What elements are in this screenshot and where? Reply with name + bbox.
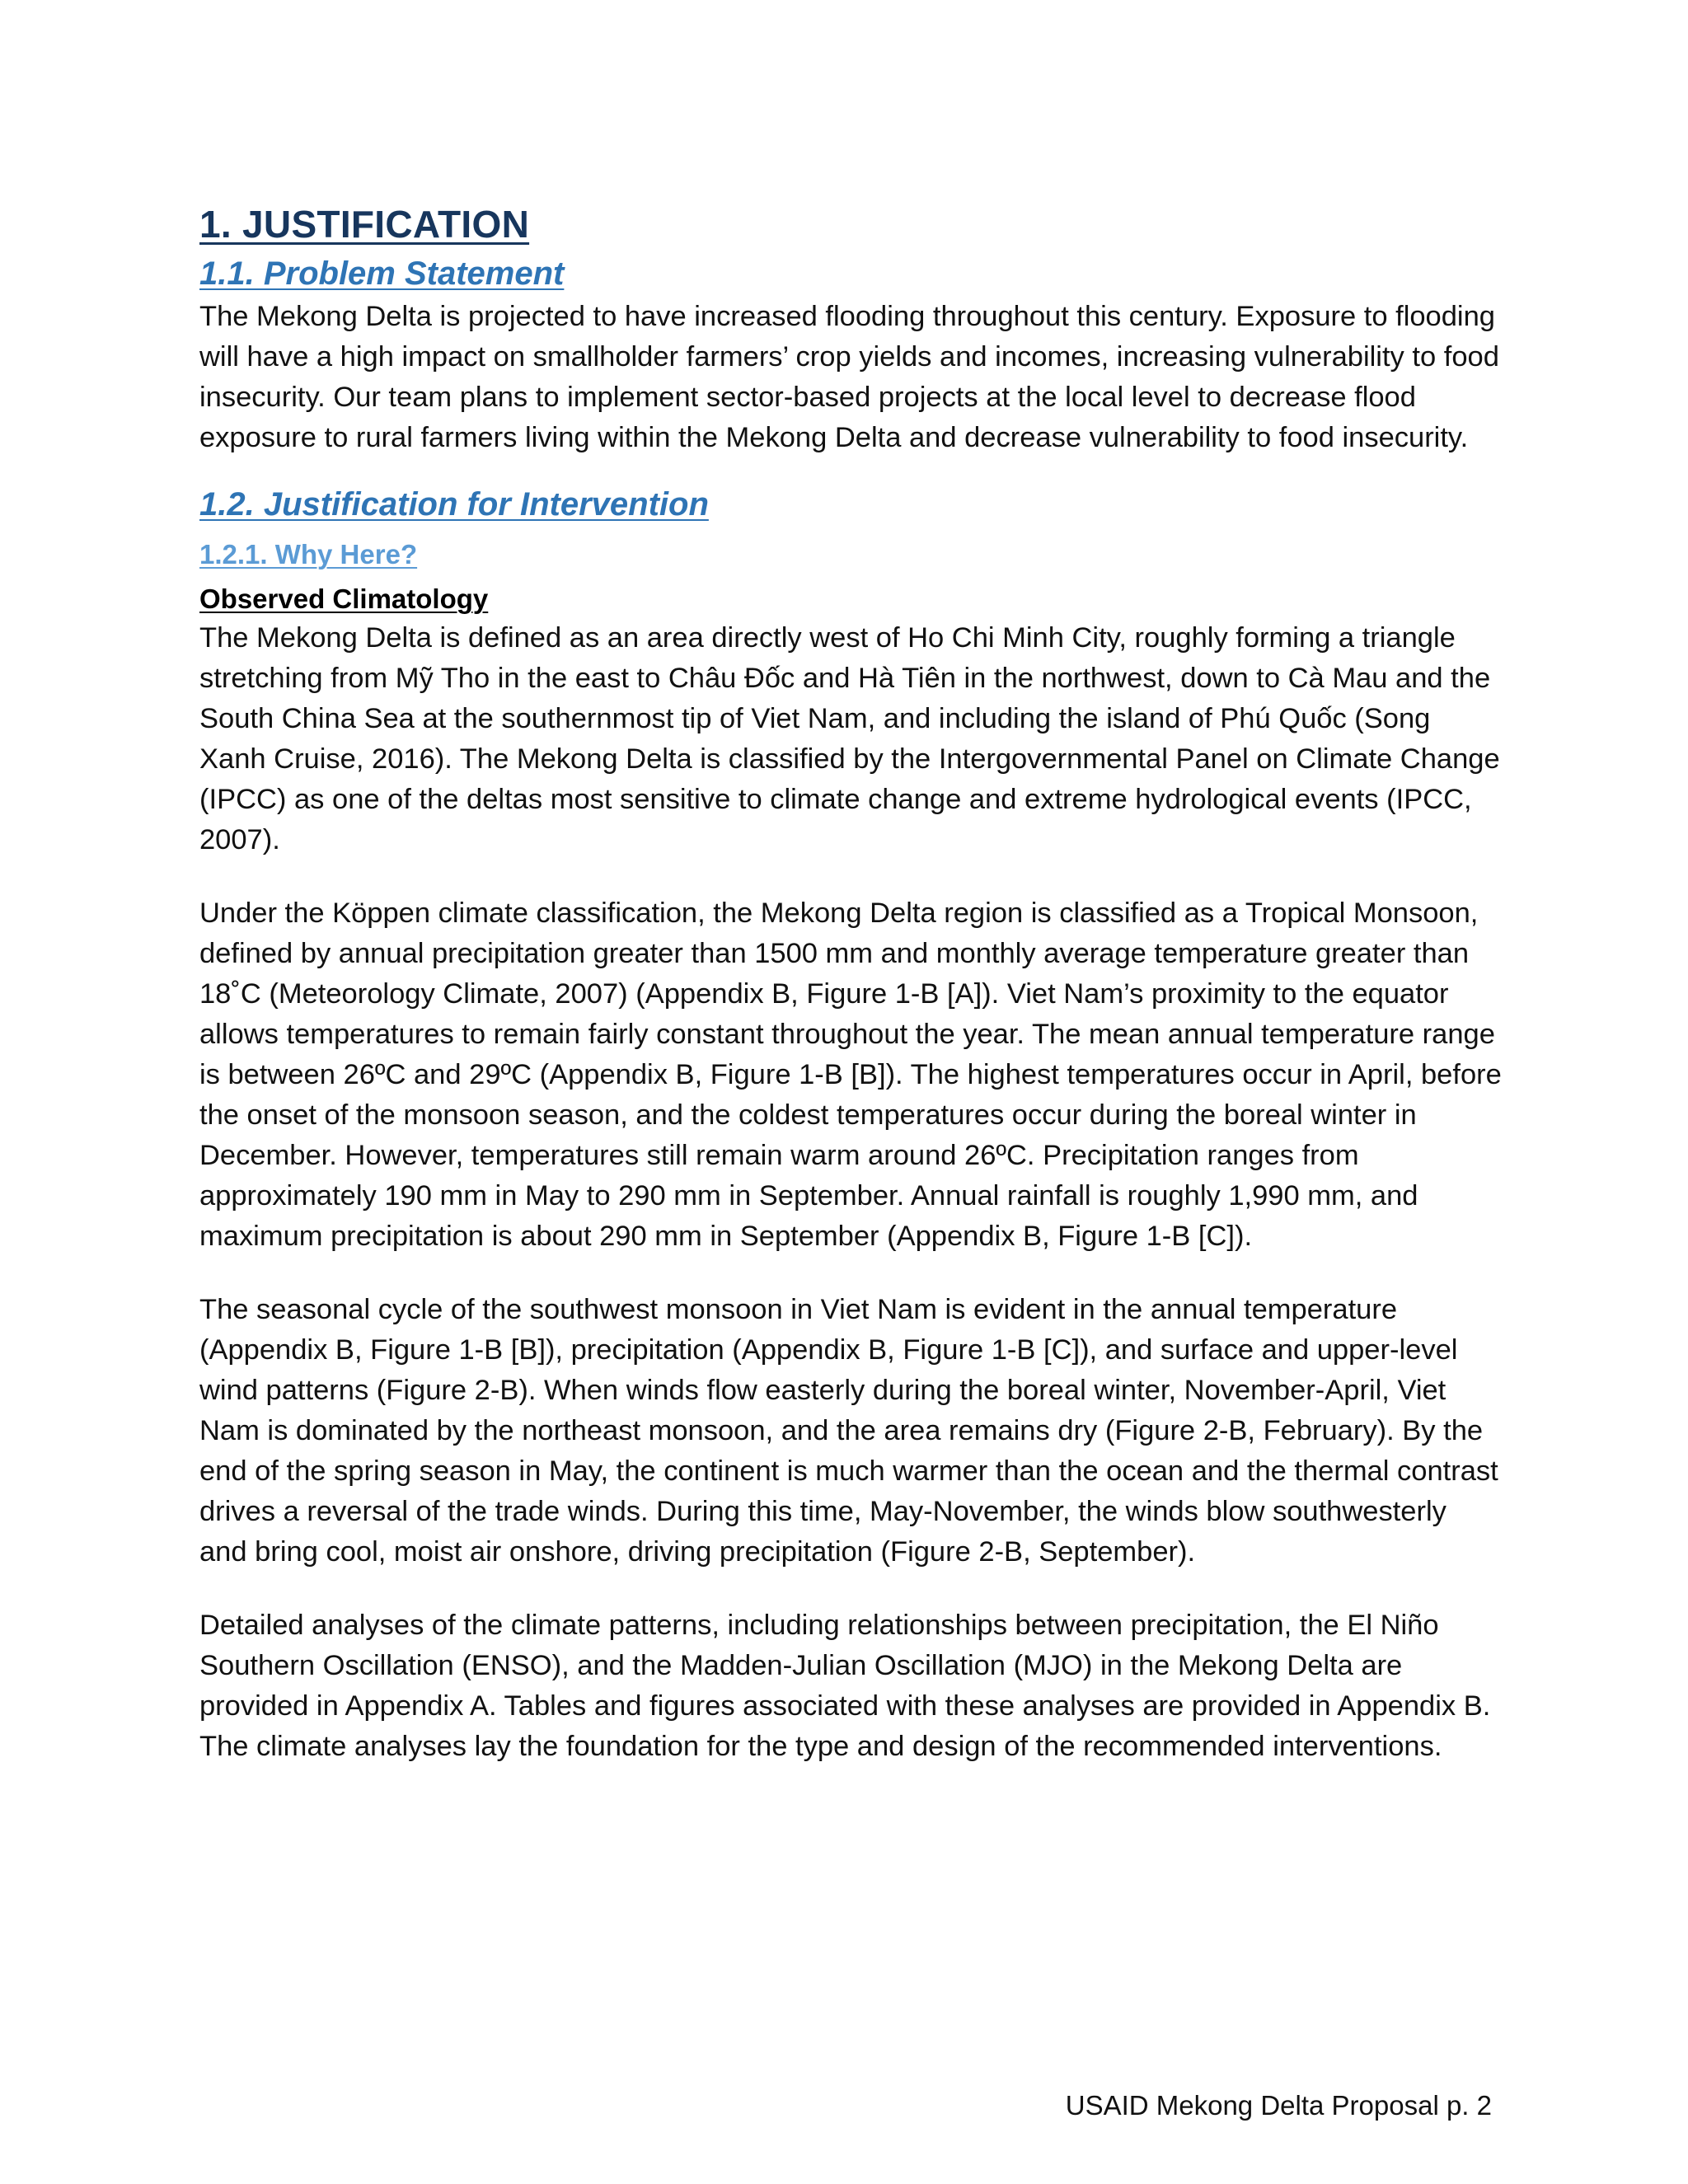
observed-climatology-heading: Observed Climatology <box>199 583 489 614</box>
document-page <box>199 198 1502 1767</box>
problem-statement-paragraph: The Mekong Delta is projected to have increased flooding throughout this century. Exposure to flooding will have a high impact on smallholder farmers’ crop yields and incomes, increasing vulnerability to food insecurity. Our team plans to implement sector-based projects at the local level to decrease flood exposure to rural farmers living within the Mekong Delta and decrease vulnerability to food insecurity. <box>199 301 1499 453</box>
page-footer: USAID Mekong Delta Proposal p. 2 <box>1065 2090 1492 2121</box>
justification-heading: 1.2. Justification for Intervention <box>199 486 709 523</box>
why-here-heading: 1.2.1. Why Here? <box>199 539 418 569</box>
climatology-paragraph-4: Detailed analyses of the climate patterns, including relationships between precipitation, the El Niño Southern Oscillation (ENSO), and the Madden-Julian Oscillation (MJO) in the Mekong Delta are provided in Appendix A. Tables and figures associated with these analyses are provided in Appendix B. The climate analyses lay the foundation for the type and design of the recommended interventions. <box>199 1610 1491 1762</box>
climatology-paragraph-3: The seasonal cycle of the southwest monsoon in Viet Nam is evident in the annual temperature (Appendix B, Figure 1-B [B]), precipitation (Appendix B, Figure 1-B [C]), and surface and upper-level wind patterns (Figure 2-B). When winds flow easterly during the boreal winter, November-April, Viet Nam is dominated by the northeast monsoon, and the area remains dry (Figure 2-B, February). By the end of the spring season in May, the continent is much warmer than the ocean and the thermal contrast drives a reversal of the trade winds. During this time, May-November, the winds blow southwesterly and bring cool, moist air onshore, driving precipitation (Figure 2-B, September). <box>199 1294 1498 1568</box>
climatology-paragraph-2: Under the Köppen climate classification, the Mekong Delta region is classified as a Tropical Monsoon, defined by annual precipitation greater than 1500 mm and monthly average temperature greater than 18˚C (Meteorology Climate, 2007) (Appendix B, Figure 1-B [A]). Viet Nam’s proximity to the equator allows temperatures to remain fairly constant throughout the year. The mean annual temperature range is between 26ºC and 29ºC (Appendix B, Figure 1-B [B]). The highest temperatures occur in April, before the onset of the monsoon season, and the coldest temperatures occur during the boreal winter in December. However, temperatures still remain warm around 26ºC. Precipitation ranges from approximately 190 mm in May to 290 mm in September. Annual rainfall is roughly 1,990 mm, and maximum precipitation is about 290 mm in September (Appendix B, Figure 1-B [C]). <box>199 898 1502 1252</box>
section-title: 1. JUSTIFICATION <box>199 203 530 246</box>
problem-statement-heading: 1.1. Problem Statement <box>199 255 565 292</box>
climatology-paragraph-1: The Mekong Delta is defined as an area directly west of Ho Chi Minh City, roughly forming a triangle stretching from Mỹ Tho in the east to Châu Đốc and Hà Tiên in the northwest, down to Cà Mau and the South China Sea at the southernmost tip of Viet Nam, and including the island of Phú Quốc (Song Xanh Cruise, 2016). The Mekong Delta is classified by the Intergovernmental Panel on Climate Change (IPCC) as one of the deltas most sensitive to climate change and extreme hydrological events (IPCC, 2007). <box>199 622 1500 855</box>
